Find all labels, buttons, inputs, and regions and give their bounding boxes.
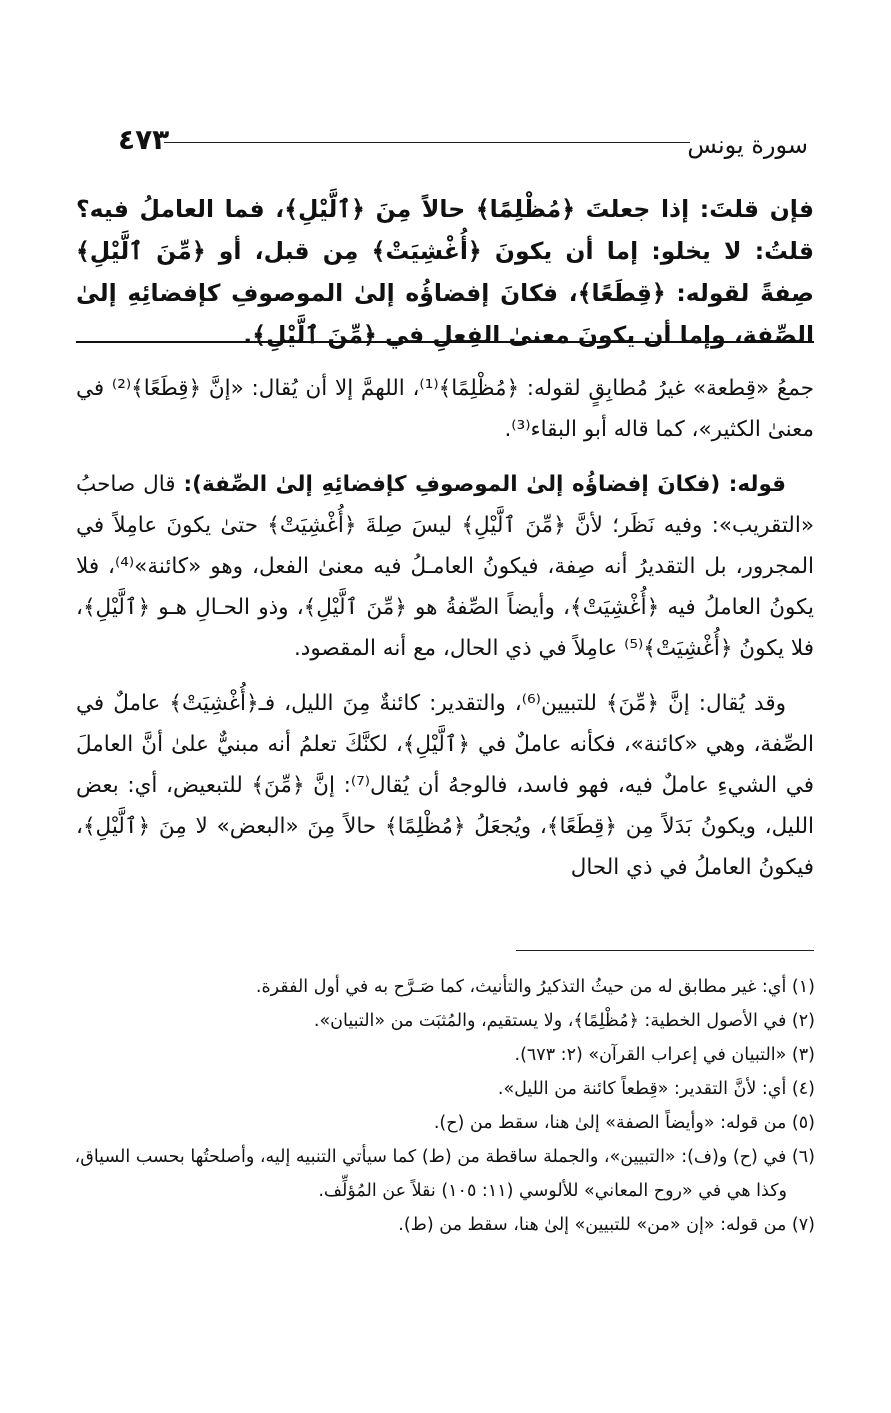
commentary [76,368,814,902]
footnote-6-continuation: وكذا هي في «روح المعاني» للألوسي (١١: ١٠٥) نقلاً عن المُؤلِّف. [318,1181,787,1201]
page-number: ٤٧٣ [118,123,170,156]
footnote-divider [516,950,814,951]
main-text-divider [76,341,814,343]
footnote-5: (٥) من قوله: «وأيضاً الصفة» إلىٰ هنا، سقط من (ح). [433,1113,815,1133]
footnote-4: (٤) أي: لأنَّ التقدير: «قِطعاً كائنة من الليل». [497,1079,815,1099]
surah-title: سورة يونس [687,131,808,159]
main-paragraph: فإن قلتَ: إذا جعلتَ ﴿مُظْلِمًا﴾ حالاً مِنَ ﴿ٱلَّيْلِ﴾، فما العاملُ فيه؟ قلتُ: لا يخلو: إما أن يكونَ ﴿أُغْشِيَتْ﴾ مِن قبل، أو ﴿مِّنَ ٱلَّيْلِ﴾ صِفةً لقوله: ﴿قِطَعًا﴾، فكانَ إفضاؤُه إلىٰ الموصوفِ كإفضائِهِ إلىٰ الصِّفة، وإما أن يكونَ معنىٰ الفِعلِ في ﴿مِّنَ ٱلَّيْلِ﴾. [76,195,814,349]
commentary-paragraph-2 [76,464,814,669]
footnote-7: (٧) من قوله: «إن «من» للتبيين» إلىٰ هنا، سقط من (ط). [398,1215,815,1235]
page-header [118,118,808,158]
main-text [76,188,814,356]
header-rule [164,142,690,143]
footnote-3: (٣) «التبيان في إعراب القرآن» (٢: ٦٧٣). [514,1045,815,1065]
commentary-paragraph-2-body: قال صاحبُ «التقريب»: وفيه نَظَر؛ لأنَّ ﴿مِّنَ ٱلَّيْلِ﴾ ليسَ صِلةَ ﴿أُغْشِيَتْ﴾ حتىٰ يكونَ عامِلاً في المجرور، بل التقديرُ أنه صِفة، فيكونُ العامـلُ فيه معنىٰ الفعل، وهو «كائنة»⁽⁴⁾، فلا يكونُ العاملُ فيه ﴿أُغْشِيَتْ﴾، وأيضاً الصِّفةُ هو ﴿مِّنَ ٱلَّيْلِ﴾، وذو الحـالِ هـو ﴿ٱلَّيْلِ﴾، فلا يكونُ ﴿أُغْشِيَتْ﴾⁽⁵⁾ عامِلاً في ذي الحال، مع أنه المقصود. [76,472,814,661]
footnote-6: (٦) في (ح) و(ف): «التبيين»، والجملة ساقطة من (ط) كما سيأتي التنبيه إليه، وأصلحتُها بحسب السياق، [74,1147,815,1167]
quoted-lemma: قوله: (فكانَ إفضاؤُه إلىٰ الموصوفِ كإفضائِهِ إلىٰ الصِّفة): [183,472,786,497]
footnote-2: (٢) في الأصول الخطية: ﴿مُظْلِمًا﴾، ولا يستقيم، والمُثبَت من «التبيان». [313,1011,815,1031]
footnotes [60,970,815,1242]
footnote-1: (١) أي: غير مطابق له من حيثُ التذكيرُ والتأنيث، كما صَـرَّح به في أول الفقرة. [255,977,815,997]
commentary-paragraph-1: جمعُ «قِطعة» غيرُ مُطابِقٍ لقوله: ﴿مُظْلِمًا﴾⁽¹⁾، اللهمَّ إلا أن يُقال: «إنَّ ﴿قِطَعًا﴾⁽²⁾ في معنىٰ الكثير»، كما قاله أبو البقاء⁽³⁾. [76,376,815,442]
commentary-paragraph-3: وقد يُقال: إنَّ ﴿مِّنَ﴾ للتبيين⁽⁶⁾، والتقدير: كائنةٌ مِنَ الليل، فـ﴿أُغْشِيَتْ﴾ عاملٌ في الصِّفة، وهي «كائنة»، فكأنه عاملٌ في ﴿ٱلَّيْلِ﴾، لكنَّكَ تعلمُ أنه مبنيٌّ علىٰ أنَّ العاملَ في الشيءِ عاملٌ فيه، فهو فاسد، فالوجهُ أن يُقال⁽⁷⁾: إنَّ ﴿مِّنَ﴾ للتبعيض، أي: بعض الليل، ويكونُ بَدَلاً مِن ﴿قِطَعًا﴾، ويُجعَلُ ﴿مُظْلِمًا﴾ حالاً مِنَ «البعض» لا مِنَ ﴿ٱلَّيْلِ﴾، فيكونُ العاملُ في ذي الحال [76,691,814,880]
